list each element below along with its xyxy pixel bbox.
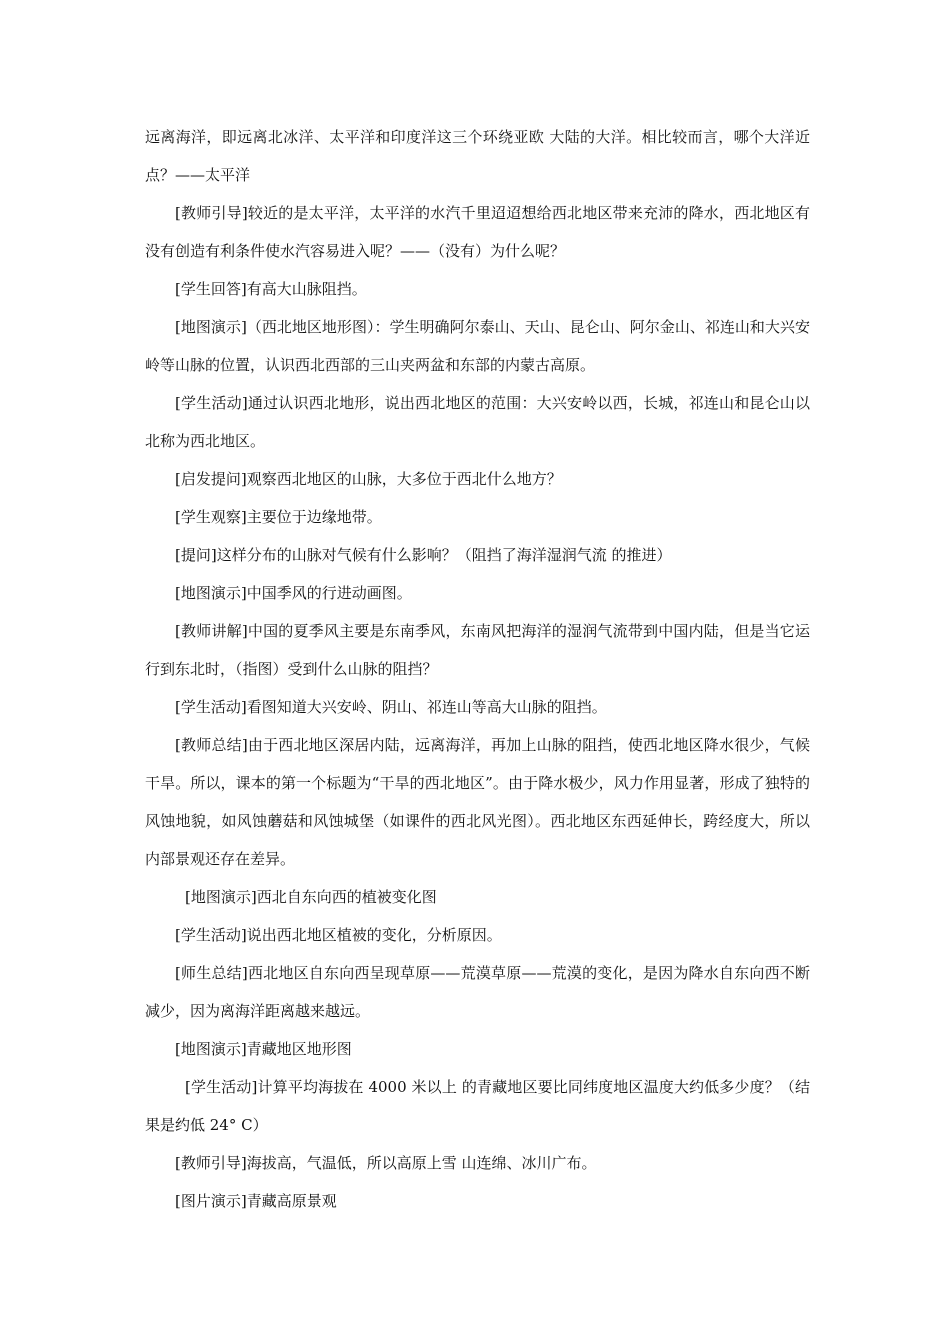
- paragraph-17: [学生活动]计算平均海拔在 4000 米以上 的青藏地区要比同纬度地区温度大约低多少度？（结果是约低 24° C）: [145, 1078, 810, 1134]
- paragraph-1: 远离海洋，即远离北冰洋、太平洋和印度洋这三个环绕亚欧 大陆的大洋。相比较而言，哪个大洋近点？——太平洋: [145, 128, 810, 184]
- paragraph-6: [启发提问]观察西北地区的山脉，大多位于西北什么地方？: [175, 470, 562, 488]
- paragraph-18: [教师引导]海拔高，气温低，所以高原上雪 山连绵、冰川广布。: [175, 1154, 597, 1172]
- paragraph-10: [教师讲解]中国的夏季风主要是东南季风，东南风把海洋的湿润气流带到中国内陆，但是当它运行到东北时，（指图）受到什么山脉的阻挡？: [145, 622, 810, 678]
- paragraph-12: [教师总结]由于西北地区深居内陆，远离海洋，再加上山脉的阻挡，使西北地区降水很少，气候干旱。所以，课本的第一个标题为“干旱的西北地区”。由于降水极少，风力作用显著，形成了独特的风蚀地貌，如风蚀蘑菇和风蚀城堡（如课件的西北风光图）。西北地区东西延伸长，跨经度大，所以内部景观还存在差异。: [145, 736, 810, 868]
- paragraph-14: [学生活动]说出西北地区植被的变化，分析原因。: [175, 926, 502, 944]
- paragraph-5: [学生活动]通过认识西北地形，说出西北地区的范围：大兴安岭以西，长城，祁连山和昆仑山以北称为西北地区。: [145, 394, 810, 450]
- paragraph-8: [提问]这样分布的山脉对气候有什么影响？（阻挡了海洋湿润气流 的推进）: [175, 546, 672, 564]
- paragraph-19: [图片演示]青藏高原景观: [175, 1192, 337, 1210]
- paragraph-7: [学生观察]主要位于边缘地带。: [175, 508, 382, 526]
- paragraph-13: [地图演示]西北自东向西的植被变化图: [185, 888, 437, 906]
- paragraph-16: [地图演示]青藏地区地形图: [175, 1040, 352, 1058]
- document-body: [145, 118, 810, 1220]
- paragraph-2: [教师引导]较近的是太平洋，太平洋的水汽千里迢迢想给西北地区带来充沛的降水，西北地区有没有创造有利条件使水汽容易进入呢？——（没有）为什么呢？: [145, 204, 810, 260]
- paragraph-11: [学生活动]看图知道大兴安岭、阴山、祁连山等高大山脉的阻挡。: [175, 698, 607, 716]
- paragraph-15: [师生总结]西北地区自东向西呈现草原——荒漠草原——荒漠的变化，是因为降水自东向西不断减少，因为离海洋距离越来越远。: [145, 964, 810, 1020]
- paragraph-9: [地图演示]中国季风的行进动画图。: [175, 584, 412, 602]
- paragraph-3: [学生回答]有高大山脉阻挡。: [175, 280, 367, 298]
- paragraph-4: [地图演示]（西北地区地形图）：学生明确阿尔泰山、天山、昆仑山、阿尔金山、祁连山和大兴安岭等山脉的位置，认识西北西部的三山夹两盆和东部的内蒙古高原。: [145, 318, 810, 374]
